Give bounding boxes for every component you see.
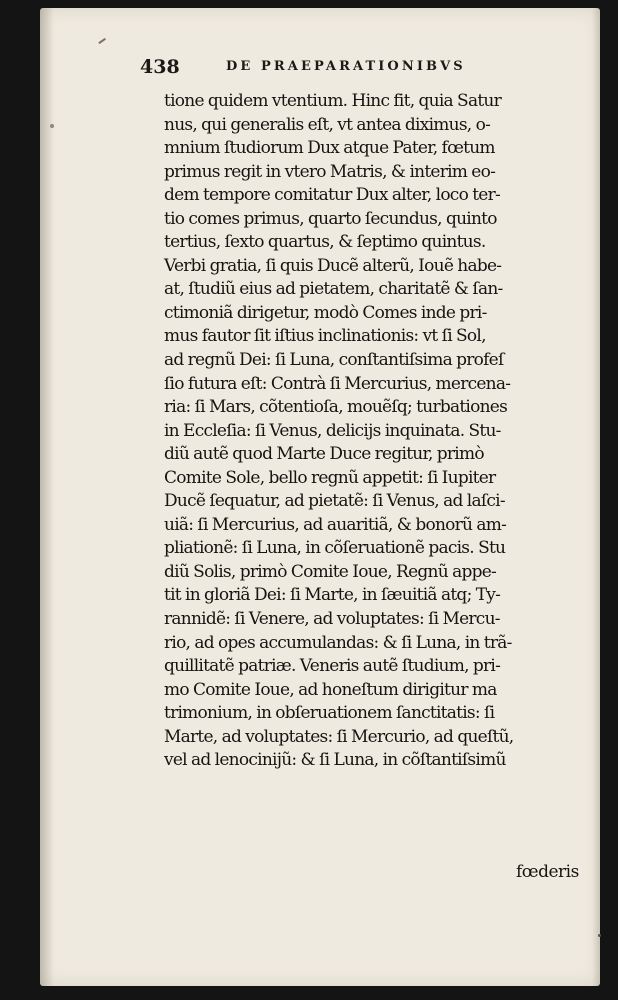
text-line: mo Comite Ioue, ad honeſtum dirigitur ma: [164, 679, 497, 700]
text-line: ria: ſi Mars, cõtentioſa, mouẽſq; turbationes: [164, 397, 508, 418]
text-line: vel ad lenocinijũ: & ſi Luna, in cõſtantiſsimũ: [164, 750, 506, 771]
page-header: [140, 56, 560, 80]
text-line: diũ autẽ quod Marte Duce regitur, primò: [164, 444, 484, 465]
text-line: pliationẽ: ſi Luna, in cõſeruationẽ pacis. Stu: [164, 538, 506, 559]
body-text: [164, 90, 600, 773]
text-line: tertius, ſexto quartus, & ſeptimo quintus.: [164, 232, 486, 253]
text-line: Ducẽ ſequatur, ad pietatẽ: ſi Venus, ad laſci-: [164, 491, 505, 512]
text-line: Verbi gratia, ſi quis Ducẽ alterũ, Iouẽ habe-: [164, 255, 502, 276]
text-line: trimonium, in obſeruationem ſanctitatis: ſi: [164, 703, 495, 724]
text-line: ctimoniã dirigetur, modò Comes inde pri-: [164, 302, 487, 323]
text-line: uiã: ſi Mercurius, ad auaritiã, & bonorũ am-: [164, 514, 507, 535]
text-line: tio comes primus, quarto ſecundus, quinto: [164, 208, 497, 229]
catchword: fœderis: [516, 862, 579, 882]
text-line: tione quidem vtentium. Hinc fit, quia Satur: [164, 91, 501, 111]
page-number: 438: [140, 56, 180, 78]
text-line: ad regnũ Dei: ſi Luna, conſtantiſsima profeſ: [164, 350, 504, 371]
text-line: Marte, ad voluptates: ſi Mercurio, ad queſtũ,: [164, 726, 514, 747]
text-line: mus fautor ſit iſtius inclinationis: vt ſi Sol,: [164, 326, 486, 347]
text-line: rio, ad opes accumulandas: & ſi Luna, in trã-: [164, 632, 512, 653]
paper-spot: [598, 934, 601, 937]
text-line: in Eccleſia: ſi Venus, delicijs inquinata. Stu-: [164, 420, 501, 441]
text-line: nus, qui generalis eſt, vt antea diximus, o-: [164, 114, 491, 135]
text-line: diũ Solis, primò Comite Ioue, Regnũ appe-: [164, 561, 497, 582]
running-head: DE PRAEPARATIONIBVS: [226, 59, 466, 74]
text-line: Comite Sole, bello regnũ appetit: ſi Iupiter: [164, 467, 496, 488]
text-line: at, ſtudiũ eius ad pietatem, charitatẽ & ſan-: [164, 279, 503, 300]
text-line: rannidẽ: ſi Venere, ad voluptates: ſi Mercu-: [164, 609, 500, 630]
text-line: primus regit in vtero Matris, & interim eo-: [164, 161, 496, 182]
text-line: ſio futura eſt: Contrà ſi Mercurius, mercena-: [164, 373, 511, 394]
text-line: mnium ſtudiorum Dux atque Pater, fœtum: [164, 138, 495, 159]
text-line: dem tempore comitatur Dux alter, loco ter-: [164, 185, 500, 206]
paper-spot: [50, 124, 54, 128]
spine-shadow: [40, 8, 54, 986]
text-line: tit in gloriã Dei: ſi Marte, in ſæuitiã atq; Ty-: [164, 585, 501, 606]
text-line: quillitatẽ patriæ. Veneris autẽ ſtudium, pri-: [164, 656, 501, 677]
